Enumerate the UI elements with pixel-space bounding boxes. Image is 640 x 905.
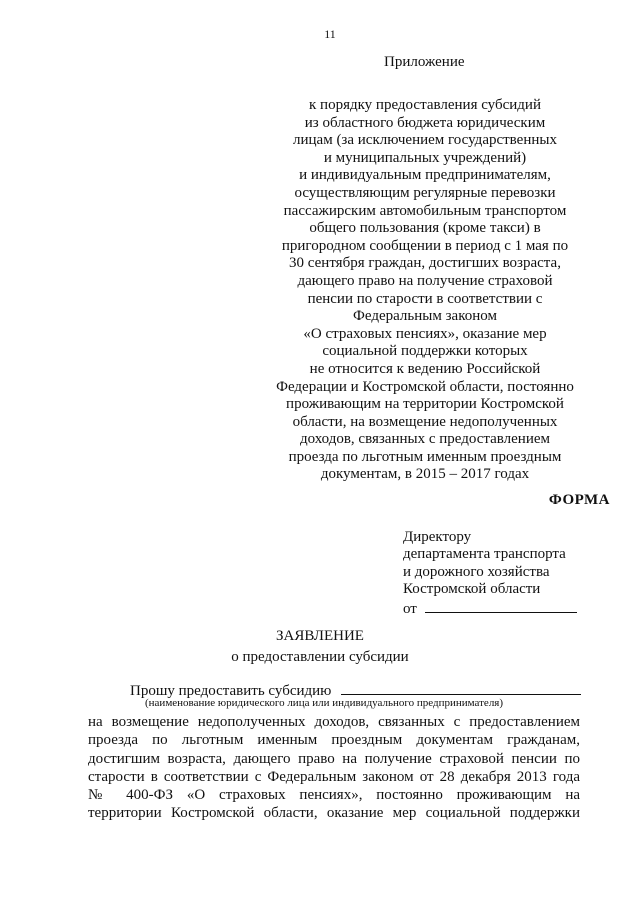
body-line: на возмещение недополученных доходов, связанных с предоставлением: [88, 714, 580, 730]
appendix-line: и индивидуальным предпринимателям,: [299, 167, 551, 184]
addressee-line: Костромской области: [403, 581, 541, 598]
appendix-line: проживающим на территории Костромской: [286, 396, 564, 413]
appendix-text: [200, 97, 640, 484]
from-blank-field[interactable]: [425, 599, 577, 613]
appendix-line: не относится к ведению Российской: [309, 360, 541, 377]
addressee-line: департамента транспорта: [403, 546, 566, 563]
addressee-line: и дорожного хозяйства: [403, 563, 550, 580]
document-subtitle: о предоставлении субсидии: [231, 649, 409, 665]
appendix-line: пенсии по старости в соответствии с: [307, 290, 543, 307]
appendix-line: 30 сентября граждан, достигших возраста,: [289, 255, 561, 272]
appendix-line: «О страховых пенсиях», оказание мер: [303, 325, 547, 342]
body-line: достигшим возраста, дающего право на получение страховой пенсии по: [88, 750, 580, 767]
addressee-block: [403, 529, 577, 618]
appendix-line: социальной поддержки которых: [322, 343, 528, 360]
appendix-line: лицам (за исключением государственных: [293, 132, 557, 149]
appendix-line: пассажирским автомобильным транспортом: [283, 202, 567, 219]
appendix-line: проезда по льготным именным проездным: [288, 448, 562, 465]
body-text: [88, 713, 580, 823]
appendix-line: общего пользования (кроме такси) в: [309, 220, 541, 237]
body-line: № 400-ФЗ «О страховых пенсиях», постоянно проживающим на: [88, 787, 580, 804]
request-text: Прошу предоставить субсидию: [130, 683, 332, 699]
appendix-title: Приложение: [384, 54, 465, 70]
appendix-line: доходов, связанных с предоставлением: [299, 431, 551, 448]
appendix-line: Федерации и Костромской области, постоянно: [276, 378, 574, 395]
appendix-line: пригородном сообщении в период с 1 мая по: [281, 237, 569, 254]
form-label: ФОРМА: [548, 492, 610, 508]
body-line: территории Костромской области, оказание мер социальной поддержки: [88, 805, 580, 822]
appendix-line: к порядку предоставления субсидий: [309, 97, 541, 113]
document-title: ЗАЯВЛЕНИЕ: [276, 628, 364, 644]
appendix-line: Федеральным законом: [353, 308, 497, 325]
page-number: 11: [324, 27, 336, 41]
body-line: проезда по льготным именным проездным документам гражданам,: [88, 732, 580, 749]
appendix-line: и муниципальных учреждений): [323, 149, 527, 166]
blank-caption: (наименование юридического лица или индивидуального предпринимателя): [145, 697, 504, 709]
appendix-line: из областного бюджета юридическим: [304, 114, 546, 131]
appendix-line: осуществляющим регулярные перевозки: [294, 184, 556, 201]
from-line: [403, 599, 577, 618]
appendix-line: дающего право на получение страховой: [297, 272, 553, 289]
appendix-line: документам, в 2015 – 2017 годах: [320, 466, 530, 483]
applicant-name-blank-field[interactable]: [341, 681, 581, 695]
from-label: от: [403, 600, 417, 617]
body-line: старости в соответствии с Федеральным законом от 28 декабря 2013 года: [88, 768, 580, 785]
appendix-line: области, на возмещение недополученных: [292, 413, 558, 430]
addressee-line: Директору: [403, 529, 472, 545]
